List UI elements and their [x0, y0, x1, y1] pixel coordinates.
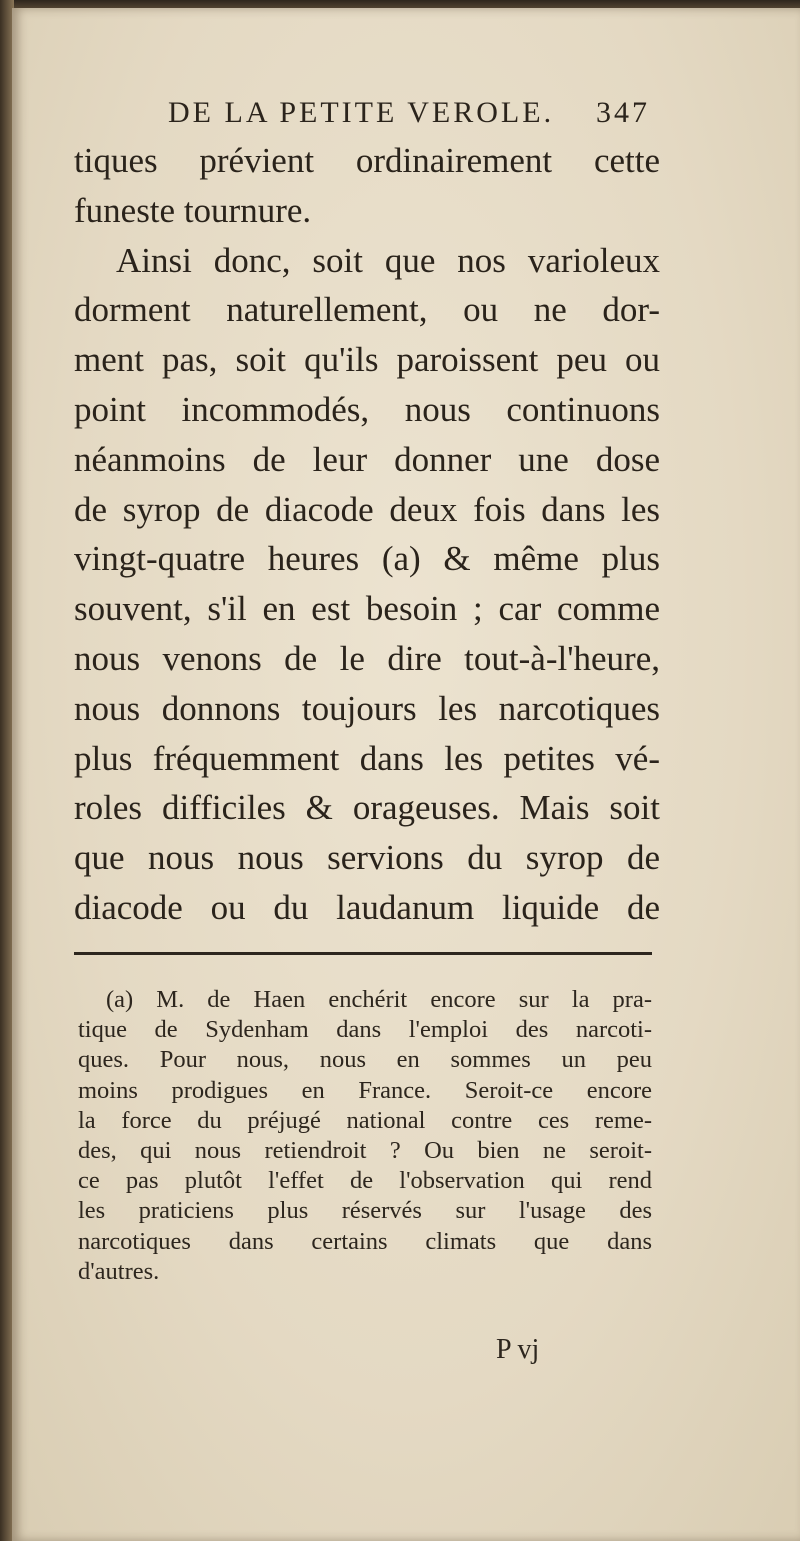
text-line: Ainsi donc, soit que nos varioleux	[116, 240, 660, 280]
text-line: funeste tournure.	[74, 190, 312, 230]
footnote-rule	[74, 952, 652, 955]
signature-mark: P vj	[496, 1334, 540, 1365]
text-line: vingt-quatre heures (a) & même plus	[74, 539, 660, 579]
footnote-line: des, qui nous retiendroit ? Ou bien ne seroit-	[78, 1136, 652, 1164]
footnote-line: moins prodigues en France. Seroit-ce encore	[78, 1076, 652, 1104]
footnote-line: la force du préjugé national contre ces reme-	[78, 1106, 652, 1134]
text-line: néanmoins de leur donner une dose	[74, 439, 660, 479]
footnote-line: les praticiens plus réservés sur l'usage des	[78, 1197, 652, 1225]
text-line: point incommodés, nous continuons	[74, 389, 660, 429]
footnote-line: ce pas plutôt l'effet de l'observation qui rend	[78, 1167, 652, 1195]
footnote-line: tique de Sydenham dans l'emploi des narcoti-	[78, 1016, 652, 1044]
text-line: nous venons de le dire tout-à-l'heure,	[74, 638, 660, 678]
main-text	[74, 136, 660, 933]
footnote-line: narcotiques dans certains climats que dans	[78, 1227, 652, 1255]
text-line: dorment naturellement, ou ne dor-	[74, 290, 660, 330]
footnote	[78, 985, 652, 1287]
text-line: ment pas, soit qu'ils paroissent peu ou	[74, 340, 660, 380]
text-line: souvent, s'il en est besoin ; car comme	[74, 589, 660, 629]
text-line: de syrop de diacode deux fois dans les	[74, 489, 660, 529]
text-line: roles difficiles & orageuses. Mais soit	[74, 788, 660, 828]
running-header	[168, 92, 668, 142]
text-line: tiques prévient ordinairement cette	[74, 141, 660, 180]
footnote-line: d'autres.	[78, 1257, 160, 1285]
running-title: DE LA PETITE VEROLE.	[168, 96, 555, 129]
text-line: diacode ou du laudanum liquide de	[74, 887, 660, 927]
text-line: nous donnons toujours les narcotiques	[74, 688, 660, 728]
text-line: que nous nous servions du syrop de	[74, 838, 660, 878]
text-line: plus fréquemment dans les petites vé-	[74, 738, 660, 778]
footnote-line: ques. Pour nous, nous en sommes un peu	[78, 1046, 652, 1074]
footnote-line: (a) M. de Haen enchérit encore sur la pra-	[106, 986, 652, 1013]
page-number: 347	[596, 96, 650, 129]
